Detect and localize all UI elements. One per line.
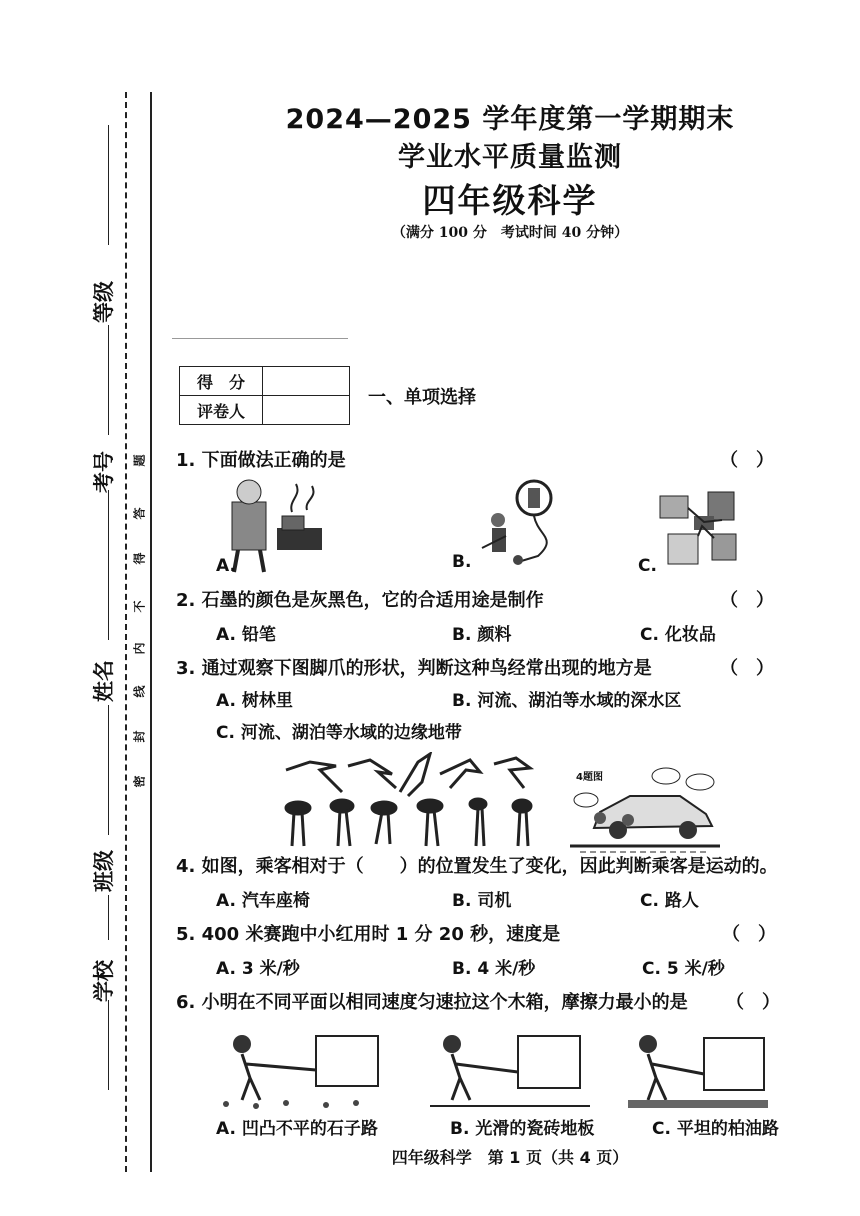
warning-char: 不 [132, 600, 147, 613]
q6-option-c[interactable]: C. 平坦的柏油路 [652, 1119, 779, 1139]
answer-paren-1[interactable]: （ ） [720, 450, 774, 471]
exam-title-subject: 四年级科学 [422, 181, 598, 220]
answer-paren-2[interactable]: （ ） [720, 590, 774, 611]
q1-option-c[interactable]: C. [638, 556, 657, 576]
question-5: 5. 400 米赛跑中小红用时 1 分 20 秒，速度是 [176, 924, 561, 945]
question-1: 1. 下面做法正确的是 [176, 450, 346, 471]
page-footer: 四年级科学 第 1 页（共 4 页） [391, 1148, 629, 1167]
q6-option-c-illustration [628, 1030, 768, 1110]
section-title: 一、单项选择 [368, 387, 476, 408]
class-blank [108, 895, 109, 940]
bird-legs-illustration [280, 752, 550, 852]
q5-option-c[interactable]: C. 5 米/秒 [642, 959, 725, 979]
score-label: 得 分 [180, 367, 263, 396]
q4-option-a[interactable]: A. 汽车座椅 [216, 891, 310, 911]
q6-option-b[interactable]: B. 光滑的瓷砖地板 [450, 1119, 595, 1139]
q6-option-b-illustration [430, 1030, 590, 1110]
school-blank [108, 1000, 109, 1090]
warning-char: 题 [132, 454, 147, 467]
warning-char: 得 [132, 552, 147, 565]
exam-title-line2: 学业水平质量监测 [398, 142, 622, 173]
exam-number-blank [108, 490, 109, 640]
q1-option-c-illustration [652, 476, 752, 574]
exam-number-label: 考号 [92, 451, 116, 493]
exam-subtitle: （满分 100 分 考试时间 40 分钟） [391, 225, 629, 241]
q1-option-a[interactable]: A. [216, 556, 236, 576]
answer-paren-3[interactable]: （ ） [720, 658, 774, 679]
warning-char: 封 [132, 730, 147, 743]
score-table [179, 366, 350, 425]
warning-char: 内 [132, 642, 147, 655]
warning-char: 线 [132, 685, 147, 698]
q4-figure-label: 4题图 [576, 772, 603, 783]
q3-option-b[interactable]: B. 河流、湖泊等水域的深水区 [452, 691, 682, 711]
name-label: 姓名 [92, 660, 116, 702]
q3-option-a[interactable]: A. 树林里 [216, 691, 293, 711]
q6-option-a[interactable]: A. 凹凸不平的石子路 [216, 1119, 378, 1139]
question-6: 6. 小明在不同平面以相同速度匀速拉这个木箱，摩擦力最小的是 [176, 992, 688, 1013]
q5-option-b[interactable]: B. 4 米/秒 [452, 959, 536, 979]
question-4: 4. 如图，乘客相对于（ ）的位置发生了变化，因此判断乘客是运动的。 [176, 856, 778, 877]
q4-option-b[interactable]: B. 司机 [452, 891, 512, 911]
q6-option-a-illustration [216, 1030, 386, 1110]
score-field[interactable] [263, 367, 350, 396]
class-label: 班级 [92, 850, 116, 892]
warning-char: 答 [132, 507, 147, 520]
school-label: 学校 [92, 960, 116, 1002]
exam-title-line1: 2024—2025 学年度第一学期期末 [285, 104, 735, 135]
question-2: 2. 石墨的颜色是灰黑色，它的合适用途是制作 [176, 590, 544, 611]
q4-option-c[interactable]: C. 路人 [640, 891, 699, 911]
binding-dashed-line [125, 92, 127, 1172]
divider [172, 338, 348, 339]
warning-char: 密 [132, 775, 147, 788]
grader-field[interactable] [263, 396, 350, 425]
question-3: 3. 通过观察下图脚爪的形状，判断这种鸟经常出现的地方是 [176, 658, 652, 679]
binding-solid-line [150, 92, 152, 1172]
grade-level-label: 等级 [92, 281, 116, 323]
exam-number-blank-top [108, 325, 109, 435]
q2-option-a[interactable]: A. 铅笔 [216, 625, 276, 645]
q1-option-a-illustration [222, 476, 332, 574]
q1-option-b-illustration [468, 476, 578, 572]
grade-level-blank [108, 125, 109, 245]
q4-car-illustration [570, 766, 720, 854]
grader-label: 评卷人 [180, 396, 263, 425]
q2-option-c[interactable]: C. 化妆品 [640, 625, 716, 645]
q3-option-c[interactable]: C. 河流、湖泊等水域的边缘地带 [216, 723, 462, 743]
q2-option-b[interactable]: B. 颜料 [452, 625, 512, 645]
q1-option-b[interactable]: B. [452, 552, 472, 572]
name-blank [108, 705, 109, 835]
q5-option-a[interactable]: A. 3 米/秒 [216, 959, 300, 979]
answer-paren-6[interactable]: （ ） [726, 992, 780, 1013]
answer-paren-5[interactable]: （ ） [722, 924, 776, 945]
